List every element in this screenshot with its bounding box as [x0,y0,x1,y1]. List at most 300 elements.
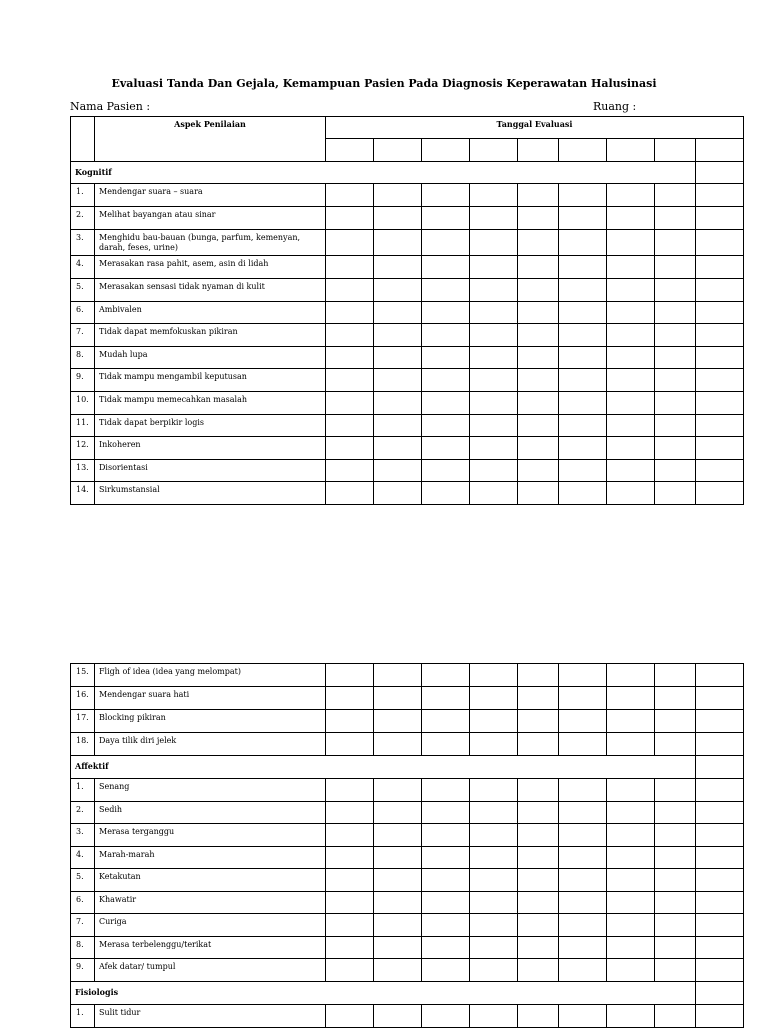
item-label: Melihat bayangan atau sinar [95,207,326,230]
item-number: 7. [71,324,95,347]
item-number: 5. [71,279,95,302]
evaluation-cell [607,460,655,482]
item-number: 6. [71,891,95,914]
evaluation-cell [518,846,559,869]
evaluation-cell [518,460,559,482]
evaluation-cell [326,392,374,415]
evaluation-cell [422,437,470,460]
item-label: Mudah lupa [95,347,326,369]
evaluation-cell [422,482,470,505]
evaluation-cell [559,687,607,710]
evaluation-cell [326,687,374,710]
evaluation-cell [696,936,744,959]
evaluation-cell [422,914,470,937]
evaluation-cell [559,733,607,756]
evaluation-cell [374,914,422,937]
evaluation-cell [422,207,470,230]
evaluation-cell [470,869,518,892]
evaluation-table-page-1 [70,116,744,505]
evaluation-cell [559,392,607,415]
evaluation-cell [696,869,744,892]
evaluation-cell [518,733,559,756]
evaluation-cell [518,279,559,302]
evaluation-cell [326,324,374,347]
evaluation-cell [470,324,518,347]
evaluation-cell [470,207,518,230]
evaluation-cell [696,162,744,184]
room-label: Ruang : [593,100,637,113]
table-row [71,415,744,437]
evaluation-cell [470,256,518,279]
evaluation-cell [326,230,374,256]
evaluation-cell [374,710,422,733]
evaluation-cell [607,687,655,710]
evaluation-cell [422,959,470,982]
header-row [71,117,744,139]
evaluation-cell [559,779,607,802]
evaluation-cell [655,664,696,687]
patient-name-label: Nama Pasien : [70,100,151,113]
item-number: 3. [71,230,95,256]
evaluation-cell [696,184,744,207]
evaluation-cell [607,914,655,937]
evaluation-cell [422,460,470,482]
evaluation-cell [326,914,374,937]
evaluation-cell [696,415,744,437]
item-number: 16. [71,687,95,710]
item-number: 13. [71,460,95,482]
evaluation-cell [374,392,422,415]
evaluation-cell [422,302,470,324]
evaluation-cell [607,846,655,869]
item-number: 14. [71,482,95,505]
evaluation-cell [607,779,655,802]
evaluation-cell [374,347,422,369]
evaluation-cell [470,482,518,505]
table-row [71,184,744,207]
aspect-header: Aspek Penilaian [95,117,326,162]
evaluation-cell [326,415,374,437]
evaluation-cell [518,230,559,256]
evaluation-cell [470,184,518,207]
item-number: 9. [71,369,95,392]
evaluation-cell [696,279,744,302]
date-column-cell [374,139,422,162]
section-row [71,756,744,779]
evaluation-cell [374,824,422,847]
evaluation-cell [607,482,655,505]
evaluation-cell [559,959,607,982]
evaluation-cell [518,347,559,369]
number-header [71,117,95,162]
evaluation-cell [374,869,422,892]
evaluation-cell [470,460,518,482]
item-label: Menghidu bau-bauan (bunga, parfum, kemenyan, darah, feses, urine) [95,230,326,256]
evaluation-cell [518,369,559,392]
item-label: Sirkumstansial [95,482,326,505]
evaluation-cell [696,756,744,779]
evaluation-cell [655,230,696,256]
evaluation-cell [655,779,696,802]
evaluation-cell [518,687,559,710]
evaluation-cell [655,710,696,733]
evaluation-cell [607,664,655,687]
evaluation-cell [326,710,374,733]
evaluation-cell [655,392,696,415]
evaluation-cell [470,779,518,802]
item-label: Tidak dapat berpikir logis [95,415,326,437]
table-row [71,482,744,505]
evaluation-cell [655,846,696,869]
evaluation-cell [696,981,744,1004]
evaluation-cell [518,207,559,230]
evaluation-cell [696,801,744,824]
evaluation-cell [326,207,374,230]
evaluation-cell [559,664,607,687]
table-row [71,733,744,756]
item-number: 1. [71,184,95,207]
table-row [71,302,744,324]
evaluation-cell [518,801,559,824]
evaluation-cell [326,482,374,505]
evaluation-cell [607,230,655,256]
evaluation-cell [696,347,744,369]
table-row [71,914,744,937]
evaluation-cell [559,460,607,482]
evaluation-cell [422,936,470,959]
table-row [71,801,744,824]
evaluation-cell [607,369,655,392]
evaluation-cell [374,936,422,959]
evaluation-cell [374,801,422,824]
evaluation-cell [374,687,422,710]
evaluation-cell [518,256,559,279]
item-label: Daya tilik diri jelek [95,733,326,756]
evaluation-cell [422,891,470,914]
evaluation-cell [470,392,518,415]
evaluation-cell [696,392,744,415]
evaluation-cell [374,256,422,279]
evaluation-cell [374,230,422,256]
evaluation-cell [470,846,518,869]
evaluation-cell [326,369,374,392]
evaluation-cell [559,207,607,230]
evaluation-cell [518,664,559,687]
evaluation-cell [559,891,607,914]
evaluation-cell [696,959,744,982]
evaluation-cell [655,324,696,347]
evaluation-cell [470,891,518,914]
evaluation-cell [696,687,744,710]
evaluation-cell [326,891,374,914]
evaluation-cell [326,347,374,369]
evaluation-cell [696,733,744,756]
evaluation-cell [607,392,655,415]
item-label: Ambivalen [95,302,326,324]
table-row [71,324,744,347]
date-column-cell [696,139,744,162]
table-row [71,460,744,482]
table-row [71,846,744,869]
evaluation-cell [470,302,518,324]
evaluation-cell [422,415,470,437]
evaluation-cell [655,891,696,914]
evaluation-cell [696,846,744,869]
evaluation-cell [559,279,607,302]
item-number: 8. [71,936,95,959]
evaluation-cell [470,959,518,982]
evaluation-cell [374,846,422,869]
evaluation-cell [518,891,559,914]
table-row [71,779,744,802]
item-label: Fligh of idea (idea yang melompat) [95,664,326,687]
item-number: 6. [71,302,95,324]
evaluation-cell [607,710,655,733]
evaluation-cell [655,460,696,482]
evaluation-cell [607,869,655,892]
table-row [71,687,744,710]
evaluation-cell [696,779,744,802]
evaluation-cell [655,869,696,892]
item-number: 7. [71,914,95,937]
evaluation-cell [518,482,559,505]
evaluation-cell [422,184,470,207]
evaluation-cell [326,184,374,207]
evaluation-cell [655,824,696,847]
evaluation-cell [422,369,470,392]
evaluation-cell [655,207,696,230]
evaluation-cell [470,824,518,847]
evaluation-cell [374,207,422,230]
evaluation-cell [374,437,422,460]
evaluation-cell [518,324,559,347]
evaluation-cell [422,824,470,847]
evaluation-cell [470,279,518,302]
evaluation-cell [559,230,607,256]
evaluation-cell [559,710,607,733]
evaluation-cell [422,256,470,279]
evaluation-cell [374,891,422,914]
evaluation-cell [655,914,696,937]
evaluation-cell [655,936,696,959]
evaluation-cell [422,687,470,710]
evaluation-cell [374,779,422,802]
evaluation-cell [559,302,607,324]
evaluation-cell [422,846,470,869]
evaluation-cell [326,256,374,279]
evaluation-cell [696,207,744,230]
evaluation-cell [655,279,696,302]
table-row [71,959,744,982]
evaluation-cell [655,184,696,207]
item-number: 18. [71,733,95,756]
evaluation-cell [518,936,559,959]
evaluation-cell [518,415,559,437]
item-label: Khawatir [95,891,326,914]
evaluation-cell [607,936,655,959]
item-number: 3. [71,824,95,847]
evaluation-cell [326,279,374,302]
evaluation-cell [696,230,744,256]
evaluation-cell [422,710,470,733]
evaluation-cell [326,460,374,482]
evaluation-cell [559,936,607,959]
evaluation-cell [655,437,696,460]
evaluation-cell [655,256,696,279]
evaluation-cell [374,664,422,687]
evaluation-cell [696,891,744,914]
table-row [71,369,744,392]
evaluation-cell [518,302,559,324]
evaluation-cell [607,733,655,756]
evaluation-cell [326,733,374,756]
section-row [71,981,744,1004]
evaluation-cell [326,936,374,959]
evaluation-cell [374,959,422,982]
item-label: Blocking pikiran [95,710,326,733]
item-label: Merasakan sensasi tidak nyaman di kulit [95,279,326,302]
item-number: 10. [71,392,95,415]
date-column-cell [422,139,470,162]
evaluation-cell [696,824,744,847]
evaluation-cell [696,710,744,733]
evaluation-cell [655,415,696,437]
evaluation-cell [470,369,518,392]
evaluation-cell [518,959,559,982]
evaluation-cell [422,230,470,256]
table-row [71,279,744,302]
evaluation-cell [559,824,607,847]
evaluation-cell [559,415,607,437]
item-number: 4. [71,846,95,869]
item-label: Mendengar suara – suara [95,184,326,207]
evaluation-cell [422,733,470,756]
table-row [71,710,744,733]
evaluation-cell [374,324,422,347]
evaluation-cell [655,959,696,982]
evaluation-cell [470,347,518,369]
date-column-cell [607,139,655,162]
item-number: 9. [71,959,95,982]
item-label: Sulit tidur [95,1004,326,1027]
evaluation-cell [559,801,607,824]
evaluation-cell [607,415,655,437]
table-row [71,869,744,892]
item-label: Tidak mampu memecahkan masalah [95,392,326,415]
section-row [71,162,744,184]
evaluation-cell [607,347,655,369]
evaluation-cell [559,846,607,869]
table-row [71,437,744,460]
evaluation-cell [607,256,655,279]
evaluation-cell [696,302,744,324]
evaluation-cell [374,369,422,392]
evaluation-cell [326,302,374,324]
item-label: Merasa terbelenggu/terikat [95,936,326,959]
evaluation-cell [655,687,696,710]
item-number: 2. [71,207,95,230]
date-column-cell [655,139,696,162]
item-number: 8. [71,347,95,369]
item-label: Ketakutan [95,869,326,892]
table-row [71,392,744,415]
evaluation-cell [470,687,518,710]
evaluation-cell [326,664,374,687]
evaluation-table-page-2 [70,663,744,1028]
item-number: 5. [71,869,95,892]
evaluation-cell [607,437,655,460]
evaluation-cell [470,733,518,756]
evaluation-cell [696,914,744,937]
date-header: Tanggal Evaluasi [326,117,744,139]
table-row [71,936,744,959]
table-row [71,230,744,256]
evaluation-cell [559,869,607,892]
evaluation-cell [422,347,470,369]
date-column-cell [470,139,518,162]
evaluation-cell [422,869,470,892]
evaluation-cell [326,801,374,824]
evaluation-cell [655,733,696,756]
document-title: Evaluasi Tanda Dan Gejala, Kemampuan Pasien Pada Diagnosis Keperawatan Halusinasi [111,77,657,90]
evaluation-cell [374,482,422,505]
evaluation-cell [607,279,655,302]
evaluation-cell [696,460,744,482]
evaluation-cell [559,324,607,347]
evaluation-cell [518,779,559,802]
item-label: Disorientasi [95,460,326,482]
evaluation-cell [559,184,607,207]
item-label: Merasakan rasa pahit, asem, asin di lidah [95,256,326,279]
evaluation-cell [696,437,744,460]
evaluation-cell [696,256,744,279]
item-number: 15. [71,664,95,687]
evaluation-cell [607,207,655,230]
evaluation-cell [696,369,744,392]
item-label: Senang [95,779,326,802]
evaluation-cell [374,460,422,482]
evaluation-cell [470,230,518,256]
evaluation-cell [607,891,655,914]
evaluation-cell [374,302,422,324]
evaluation-cell [518,437,559,460]
evaluation-cell [518,184,559,207]
evaluation-cell [326,959,374,982]
table-row [71,256,744,279]
evaluation-cell [470,801,518,824]
evaluation-cell [518,914,559,937]
evaluation-cell [607,324,655,347]
table-row [71,891,744,914]
evaluation-cell [655,482,696,505]
evaluation-cell [422,324,470,347]
evaluation-cell [326,437,374,460]
item-label: Tidak mampu mengambil keputusan [95,369,326,392]
item-number: 1. [71,1004,95,1027]
item-label: Inkoheren [95,437,326,460]
evaluation-cell [655,347,696,369]
item-number: 4. [71,256,95,279]
table-row [71,347,744,369]
evaluation-cell [559,369,607,392]
evaluation-cell [559,437,607,460]
evaluation-cell [326,869,374,892]
item-label: Marah-marah [95,846,326,869]
item-label: Afek datar/ tumpul [95,959,326,982]
evaluation-cell [607,801,655,824]
evaluation-cell [559,256,607,279]
date-column-cell [326,139,374,162]
